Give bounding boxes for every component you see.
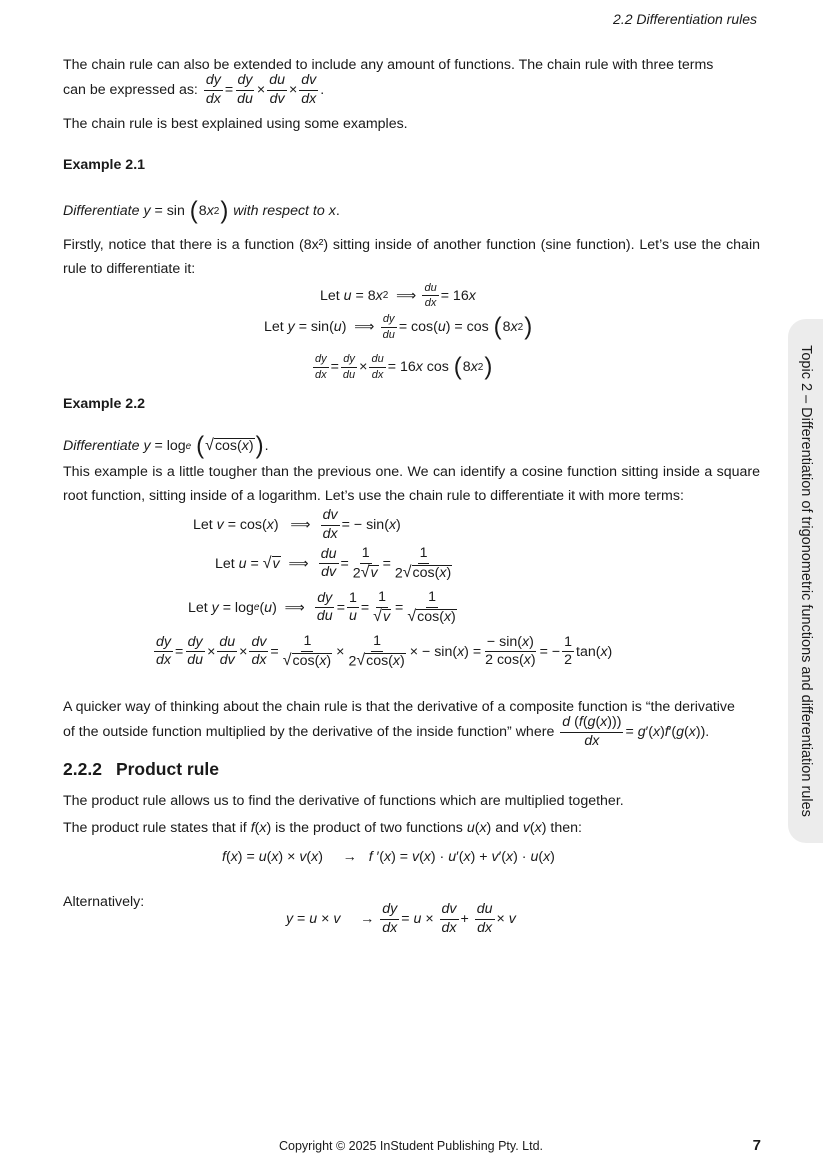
eq-let-v: Let v = cos( x ) ⟹ $\frac{dv}{dx}$ = − sin( x ) <box>193 507 401 542</box>
example-2-1-task: Differentiate y = sin ( 8 x 2 ) with respect to x . <box>63 196 340 225</box>
example-2-1-heading: Example 2.1 <box>63 157 146 173</box>
product-statement: The product rule states that if f ( x ) is the product of two functions u ( x ) and v ( x ) then: <box>63 820 582 836</box>
intro-line-2: can be expressed as: <box>63 82 198 99</box>
task-suffix: with respect to <box>233 203 325 219</box>
three-term-chain-rule: can be expressed as: $\frac{dy}{dx}$ = $\frac{dy}{du}$ × $\frac{du}{dv}$ × $\frac{dv}{dx}$ . <box>63 72 325 107</box>
product-text-c: and <box>495 820 519 836</box>
intro-line-3: The chain rule is best explained using some examples. <box>63 116 408 132</box>
quicker-line-1: A quicker way of thinking about the chain rule is that the derivative of a composite function is “the derivative <box>63 699 735 715</box>
example-2-2-heading: Example 2.2 <box>63 396 146 412</box>
example-2-2-explanation: This example is a little tougher than the previous one. We can identify a cosine function sitting inside a square root function, sitting inside of a logarithm. Let’s use the chain rule to differentiate it with more terms: <box>63 464 760 504</box>
eq-let-y: Let y = sin( u ) ⟹ $\frac{dy}{du}$ = cos( u ) = cos ( 8 x 2 ) <box>264 312 533 341</box>
topic-side-text: Topic 2 – Differentiation of trigonometric functions and differentiation rules <box>798 345 814 817</box>
product-text-d: then: <box>550 820 582 836</box>
eq-let-y-log: Let y = log e ( u ) ⟹ $\frac{dy}{du}$ = $\frac{1}{u}$ = 1 √ v = 1 √ cos(x) <box>188 589 456 626</box>
product-text-a: The product rule states that if <box>63 820 247 836</box>
section-title: Product rule <box>115 759 220 779</box>
example-2-2-task: Differentiate y = log e ( √ cos(x) ) . <box>63 431 269 460</box>
eq-result-2-1: $\frac{dy}{dx}$ = $\frac{dy}{du}$ × $\frac{du}{dx}$ = 16 x cos ( 8 x 2 ) <box>315 352 493 381</box>
eq-product-alt: y = u × v → $\frac{dy}{dx}$ = u × $\frac{dv}{dx}$ + $\frac{du}{dx}$ × v <box>286 901 516 936</box>
section-number: 2.2.2 <box>63 759 102 779</box>
eq-result-2-2: $\frac{dy}{dx}$ = $\frac{dy}{du}$ × $\frac{du}{dv}$ × $\frac{dv}{dx}$ = 1 √ cos(x) × 1 2 √ cos(x) × − sin( x ) = $\frac{- \sin(x)}{2 \cos(x)}$ = − $\frac{1}{2}$ tan( x ) <box>156 633 613 670</box>
quicker-text: of the outside function multiplied by the derivative of the inside function” where <box>63 724 555 741</box>
eq-let-u: Let u = 8 x 2 ⟹ $\frac{du}{dx}$ = 16 x <box>320 282 476 310</box>
task-prefix-2: Differentiate <box>63 438 140 454</box>
product-intro: The product rule allows us to find the derivative of functions which are multiplied together. <box>63 793 624 809</box>
section-heading <box>63 759 219 780</box>
running-header: 2.2 Differentiation rules <box>613 11 757 27</box>
eq-product-rule: f ( x ) = u ( x ) × v ( x ) → f ′( x ) = v ( x ) · u ′( x ) + v ′( x ) · u ( x ) <box>222 849 555 865</box>
intro-line-1: The chain rule can also be extended to include any amount of functions. The chain rule with three terms <box>63 57 714 73</box>
product-text-b: is the product of two functions <box>275 820 463 836</box>
page-number: 7 <box>752 1137 761 1154</box>
copyright-footer: Copyright © 2025 InStudent Publishing Pty. Ltd. <box>279 1139 544 1153</box>
example-2-1-explanation: Firstly, notice that there is a function (8x²) sitting inside of another function (sine function). Let’s use the chain rule to differentiate it: <box>63 237 760 277</box>
eq-let-u-sqrt: Let u = √ v ⟹ $\frac{du}{dv}$ = 1 2 √ v = 1 2 √ cos(x) <box>215 545 452 582</box>
quicker-line-2: of the outside function multiplied by the derivative of the inside function” where $\frac{d (f(g(x)))}{dx}$ = g ′( x ) f ′( g ( x )). <box>63 714 710 749</box>
alternatively-label: Alternatively: <box>63 894 145 910</box>
task-prefix: Differentiate <box>63 203 140 219</box>
